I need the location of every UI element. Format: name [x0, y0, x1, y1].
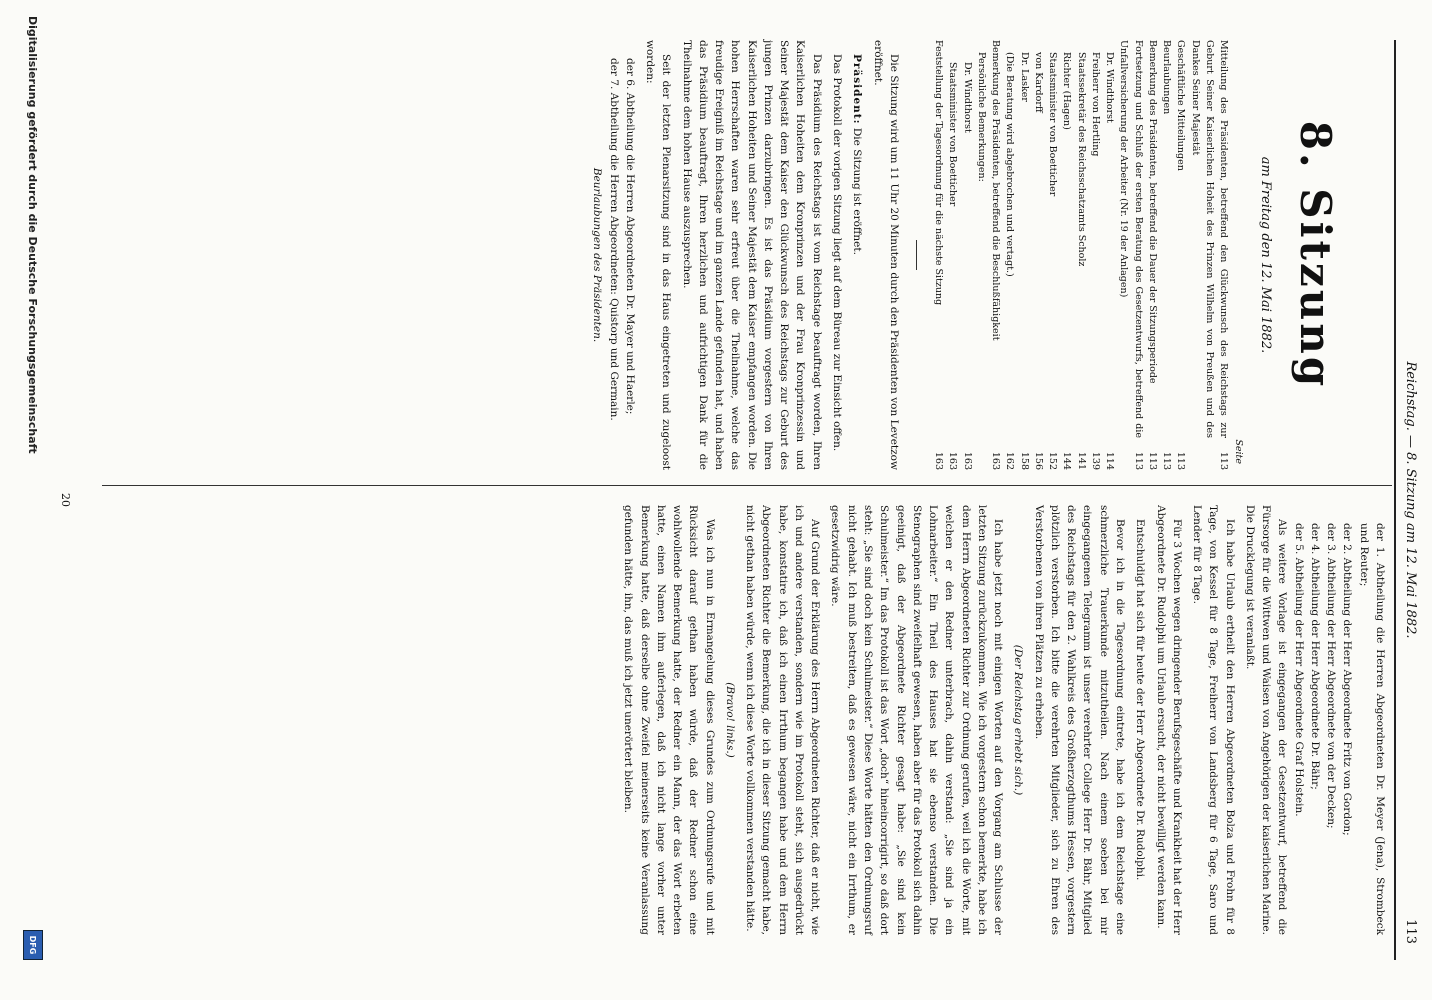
header-page-number: 113 — [1403, 919, 1418, 944]
toc-entry-title: Bemerkung des Präsidenten, betreffend die Beschlußfähigkeit — [990, 40, 1002, 341]
new-members-paragraph: Seit der letzten Plenarsitzung sind in das Haus eingetreten und zugeloost worden: — [644, 40, 673, 470]
toc-entry-page: 113 — [1175, 451, 1187, 470]
toc-entry-title: Bemerkung des Präsidenten, betreffend die Dauer der Sitzungsperiode — [1146, 40, 1158, 384]
running-header — [1394, 40, 1422, 960]
speaker-label: Präsident: — [851, 54, 864, 125]
toc-entry-title: Dr. Windthorst — [961, 62, 973, 133]
toc-entry-title: Fortsetzung und Schluß der ersten Beratung des Gesetzentwurfs, betreffend die Unfallversicherung der Arbeiter (Nr. 19 der Anlagen) — [1118, 40, 1144, 438]
toc-entry-title: Dr. Lasker — [1018, 52, 1030, 102]
session-date: am Freitag den 12. Mai 1882. — [1257, 156, 1273, 354]
dfg-logo: DFG — [23, 930, 43, 960]
body-paragraph: Bevor ich in die Tagesordnung eintrete, habe ich dem Reichstage eine schmerzliche Trauerkunde mitzutheilen. Nach einem soeben bei mir eingegangenen Telegramm ist unser verehrter College Herr Dr. Bähr, Mitglied des Reichstags für den 2. Wahlkreis des Großherzogthums Hessen, vorgestern plötzlich verstorben. Ich bitte die verehrten Mitglieder, sich zu Ehren des Verstorbenen von ihren Plätzen zu erheben. — [1032, 505, 1127, 935]
toc-entry — [988, 40, 1002, 470]
toc-entry-page: 114 — [1104, 451, 1116, 470]
toc-entry-title: von Kardorff — [1032, 52, 1044, 113]
toc-entry-page: 113 — [1146, 451, 1158, 470]
toc-entry-title: Persönliche Bemerkungen: — [975, 52, 987, 182]
list-item: der 1. Abtheilung die Herren Abgeordneten Dr. Meyer (Jena), Strombeck und Reuter; — [1357, 523, 1386, 935]
body-paragraph: Was ich nun in Ermangelung dieses Grundes zum Ordnungsrufe und mit Rücksicht darauf gethan haben würde, daß der Redner schon eine wohlwollende Bemerkung hatte, der Redner ein Mann, der das Wort erbeten hatte, einen Namen ihm auferlegen, daß ich nicht lange vorher unter Bemerkung hatte, daß derselbe ohne Zweifel meinerseits keine Veranlassung gefunden hätte, ihn, das muß ich jetzt unerörtert bleiben. — [622, 505, 716, 935]
toc-entry — [1031, 40, 1045, 470]
toc-entry-title: Staatsminister von Boetticher — [1047, 52, 1059, 197]
right-column — [616, 505, 1388, 935]
toc-entry — [1159, 40, 1173, 470]
list-item: der 3. Abtheilung der Herr Abgeordnete von der Decken; — [1325, 523, 1338, 829]
toc-entry — [974, 40, 988, 470]
opening-paragraph: Die Sitzung wird um 11 Uhr 20 Minuten durch den Präsidenten von Levetzow eröffnet. — [871, 40, 900, 470]
toc-entry-title: Richter (Hagen) — [1061, 52, 1073, 130]
toc-entry-page — [974, 442, 988, 470]
list-item: der 4. Abtheilung der Herr Abgeordnete Dr. Bähr; — [1308, 523, 1321, 790]
protocol-paragraph: Das Protokoll der vorigen Sitzung liegt auf dem Büreau zur Einsicht offen. — [831, 54, 843, 452]
left-column — [585, 40, 1388, 470]
toc-entry — [1173, 40, 1187, 470]
section-divider — [916, 240, 917, 270]
column-divider — [102, 485, 1392, 486]
toc-entry — [945, 40, 959, 470]
stage-direction: (Der Reichstag erhebt sich.) — [1012, 644, 1025, 796]
toc-entry-page: 152 — [1047, 451, 1059, 470]
toc-entry-page: 163 — [990, 451, 1002, 470]
section-note: Beurlaubungen des Präsidenten. — [591, 167, 604, 343]
toc-entry-title: Freiherr von Hertling — [1089, 52, 1101, 157]
session-title: 8. Sitzung — [1291, 120, 1340, 390]
toc-entry — [1002, 40, 1016, 470]
running-header-title: Reichstag. — 8. Sitzung am 12. Mai 1882. — [1403, 361, 1418, 639]
list-item: der 6. Abtheilung die Herren Abgeordneten Dr. Mayer und Haerle; — [623, 58, 636, 415]
toc-entry — [1059, 40, 1073, 470]
toc-entry — [1045, 40, 1059, 470]
toc-entry-page: 156 — [1032, 451, 1044, 470]
body-paragraph: Als weitere Vorlage ist eingegangen der Gesetzentwurf, betreffend die Fürsorge für die Wittwen und Waisen von Angehörigen der kaiserlichen Marine. Die Drucklegung ist veranlaßt. — [1243, 505, 1289, 935]
toc-entry-page: 113 — [1218, 451, 1230, 470]
toc-entry-page: 163 — [947, 451, 959, 470]
toc-entry-title: (Die Beratung wird abgebrochen und vertagt.) — [1004, 52, 1016, 277]
toc-entry-page: 139 — [1089, 451, 1101, 470]
toc-entry — [1073, 40, 1087, 470]
toc-entry — [1187, 40, 1230, 470]
toc-entry-title: Mitteilung des Präsidenten, betreffend den Glückwunsch des Reichstags zur Geburt Seiner Kaiserlichen Hoheit des Prinzen Wilhelm von Preußen und des Dankes Seiner Majestät — [1189, 40, 1230, 438]
list-item: der 2. Abtheilung der Herr Abgeordnete Fritz von Gordon; — [1341, 523, 1354, 836]
list-item: der 7. Abtheilung die Herren Abgeordneten: Quistorp und Germain. — [607, 58, 620, 421]
toc-entry-page: 163 — [933, 451, 945, 470]
toc-entry-page: 162 — [1004, 451, 1016, 470]
digitization-footer — [17, 0, 47, 1000]
page-number: 20 — [59, 493, 72, 507]
toc-entry-page: 141 — [1075, 451, 1087, 470]
toc-page-column-label: Seite — [1232, 439, 1244, 464]
toc-entry — [931, 40, 945, 470]
body-paragraph: Ich habe Urlaub ertheilt den Herren Abgeordneten Bolza und Frohn für 8 Tage, von Kessel für 8 Tage, Freiherr von Landsberg für 6 Tage, Saro und Lender für 8 Tage. — [1191, 505, 1236, 935]
body-paragraph: Ich habe jetzt noch mit einigen Worten auf den Vorgang am Schlusse der letzten Sitzung zurückzukommen. Wie ich vorgestern schon bemerkte, habe ich dem Herrn Abgeordneten Richter zur Ordnung gerufen, weil ich die Worte, mit welchen er den Redner unterbrach, dahin verstand: „Sie sind ja ein Lohnarbeiter.“ Ein Theil des Hauses hat sie ebenso verstanden. Die Stenographen sind zweifelhaft gewesen, haben aber für das Protokoll sich dahin geeinigt, daß der Abgeordnete Richter gesagt habe: „Sie sind kein Schulmeister.“ Im das Protokoll ist das Wort „doch“ hineincorrigirt, so daß dort steht: „Sie sind doch kein Schulmeister.“ Diese Worte hätten den Ordnungsruf nicht gehabt. Ich muß bestreiten, daß es gewesen wäre, nicht ein Irrthum, er gesetzwidrig wäre. — [829, 505, 1005, 935]
toc-entry-page: 113 — [1161, 451, 1173, 470]
toc-entry-title: Beurlaubungen — [1161, 40, 1173, 115]
toc-entry-page: 158 — [1018, 451, 1030, 470]
toc-entry-page: 163 — [961, 451, 973, 470]
digitization-credit: Digitalisierung gefördert durch die Deutsche Forschungsgemeinschaft — [26, 16, 39, 454]
toc-entry — [1102, 40, 1116, 470]
toc-entry — [1145, 40, 1159, 470]
toc-entry — [1116, 40, 1145, 470]
body-paragraph: Auf Grund der Erklärung des Herrn Abgeordneten Richter, daß er nicht, wie ich und andere verstanden, sondern wie im Protokoll steht, sich ausgedrückt habe, konstatire ich, daß ich einen Irrthum begangen habe und dem Herrn Abgeordneten Richter die Bemerkung, die ich in dieser Sitzung gemacht habe, nicht gethan haben würde, wenn ich diese Worte vollkommen verstanden hätte. — [744, 505, 822, 935]
toc-entry — [1088, 40, 1102, 470]
congratulation-paragraph: Das Präsidium des Reichstags ist vom Reichstage beauftragt worden, Ihren Kaiserlichen Hoheiten dem Kronprinzen und der Frau Kronprinzessin und Seiner Majestät dem Kaiser den Glückwunsch des Reichstags zur Geburt des jungen Prinzen darzubringen. Es ist das Präsidium vorgestern von Ihren Kaiserlichen Hoheiten und Seiner Majestät dem Kaiser empfangen worden. Die hohen Herrschaften waren sehr erfreut über die Theilnahme, welche das freudige Ereigniß im Reichstage und im ganzen Lande gefunden hat, und haben das Präsidium beauftragt, Ihren herzlichen und aufrichtigen Dank für die Theilnahme dem hohen Hause auszusprechen. — [680, 40, 823, 470]
stage-direction: (Bravo! links.) — [723, 682, 736, 758]
table-of-contents — [931, 40, 1230, 470]
toc-entry-title: Dr. Windthorst — [1104, 52, 1116, 123]
toc-entry — [1016, 40, 1030, 470]
body-paragraph: Entschuldigt hat sich für heute der Herr Abgeordnete Dr. Rudolphi. — [1134, 519, 1147, 881]
toc-entry-title: Geschäftliche Mitteilungen — [1175, 40, 1187, 171]
toc-entry-page: 113 — [1132, 451, 1144, 470]
toc-entry-title: Feststellung der Tagesordnung für die nächste Sitzung — [933, 40, 945, 306]
toc-entry — [959, 40, 973, 470]
toc-entry-page: 144 — [1061, 451, 1073, 470]
body-paragraph: Für 3 Wochen wegen dringender Berufsgeschäfte und Krankheit hat der Herr Abgeordnete Dr. Rudolphi um Urlaub ersucht, der nicht bewilligt werden kann. — [1154, 505, 1183, 935]
president-paragraph — [849, 40, 865, 470]
list-item: der 5. Abtheilung der Herr Abgeordnete Graf Holstein. — [1292, 523, 1305, 817]
toc-entry-title: Staatssekretär des Reichsschatzamts Scholz — [1075, 52, 1087, 267]
president-text: Die Sitzung ist eröffnet. — [851, 127, 864, 255]
toc-entry-title: Staatsminister von Boetticher — [947, 62, 959, 207]
